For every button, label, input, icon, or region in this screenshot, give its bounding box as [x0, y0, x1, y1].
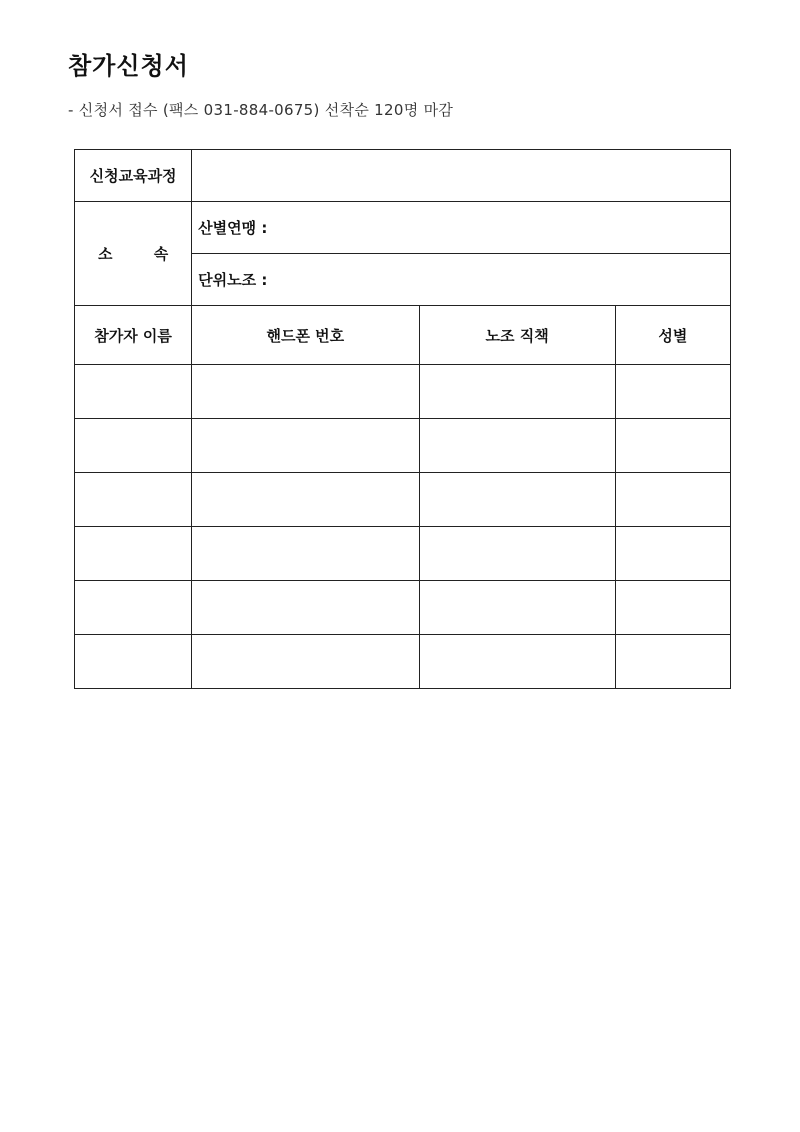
participant-name-cell[interactable]: [75, 365, 192, 419]
participant-row: [75, 581, 731, 635]
participant-phone-cell[interactable]: [192, 419, 419, 473]
industry-union-field[interactable]: [192, 202, 731, 254]
participant-gender-cell[interactable]: [615, 527, 730, 581]
participant-gender-cell[interactable]: [615, 473, 730, 527]
participant-name-cell[interactable]: [75, 635, 192, 689]
participant-name-cell[interactable]: [75, 527, 192, 581]
industry-union-label: 산별연맹 :: [198, 219, 268, 237]
participant-row: [75, 635, 731, 689]
unit-union-label: 단위노조 :: [198, 271, 268, 289]
participant-name-cell[interactable]: [75, 473, 192, 527]
participant-row: [75, 527, 731, 581]
page-title: 참가신청서: [68, 52, 189, 80]
participant-gender-cell[interactable]: [615, 365, 730, 419]
course-field[interactable]: [192, 150, 731, 202]
participant-gender-cell[interactable]: [615, 581, 730, 635]
unit-union-field[interactable]: [192, 254, 731, 306]
course-label: 신청교육과정: [75, 150, 192, 202]
affiliation-label: [75, 202, 192, 306]
participant-gender-cell[interactable]: [615, 419, 730, 473]
participant-name-cell[interactable]: [75, 581, 192, 635]
application-form-table: [74, 149, 731, 689]
participant-phone-cell[interactable]: [192, 635, 419, 689]
participant-name-cell[interactable]: [75, 419, 192, 473]
participant-phone-cell[interactable]: [192, 473, 419, 527]
header-union-position: 노조 직책: [419, 306, 615, 365]
participant-position-cell[interactable]: [419, 419, 615, 473]
participant-phone-cell[interactable]: [192, 581, 419, 635]
submission-note: - 신청서 접수 (팩스 031-884-0675) 선착순 120명 마감: [68, 101, 454, 119]
participant-position-cell[interactable]: [419, 527, 615, 581]
header-gender: 성별: [615, 306, 730, 365]
header-phone-number: 핸드폰 번호: [192, 306, 419, 365]
header-participant-name: 참가자 이름: [75, 306, 192, 365]
participant-gender-cell[interactable]: [615, 635, 730, 689]
participant-position-cell[interactable]: [419, 365, 615, 419]
participant-position-cell[interactable]: [419, 581, 615, 635]
participant-row: [75, 419, 731, 473]
participant-position-cell[interactable]: [419, 473, 615, 527]
affiliation-label-text: 소 속: [97, 245, 187, 263]
participant-phone-cell[interactable]: [192, 527, 419, 581]
participant-position-cell[interactable]: [419, 635, 615, 689]
participant-phone-cell[interactable]: [192, 365, 419, 419]
participant-row: [75, 473, 731, 527]
participant-row: [75, 365, 731, 419]
